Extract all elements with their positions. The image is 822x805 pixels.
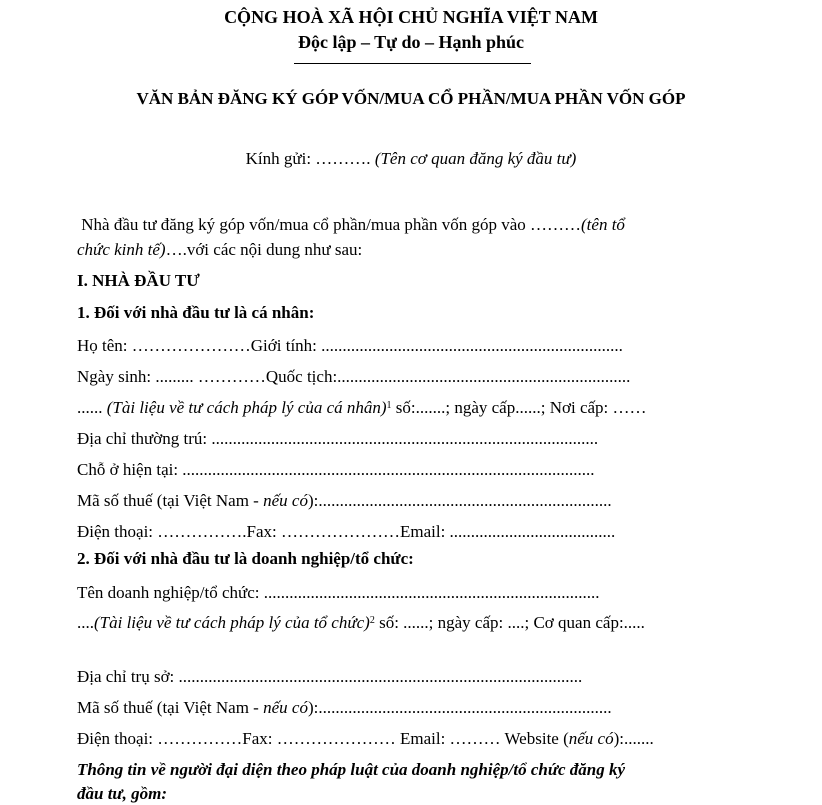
intro-line-2: [77, 239, 789, 261]
intro-part2: ….với các nội dung như sau:: [165, 240, 363, 259]
organization-doc-note: (Tài liệu về tư cách pháp lý của tổ chức): [94, 613, 370, 632]
organization-name-line: Tên doanh nghiệp/tổ chức: ...............................................................................: [77, 583, 600, 602]
intro-note1: (tên tổ: [581, 215, 625, 234]
individual-address-line: Địa chỉ thường trú: ...........................................................................................: [77, 429, 599, 448]
individual-name-line: Họ tên: …………………Giới tính: .......................................................................: [77, 336, 623, 355]
header-rule: [294, 63, 531, 64]
organization-phone-prefix: Điện thoại: ……………Fax: ………………… Email: ……… Website (: [77, 729, 569, 748]
organization-hq-line: Địa chỉ trụ sở: ...............................................................................................: [77, 667, 583, 686]
addressee-label: Kính gửi: ……….: [245, 149, 371, 168]
individual-dob-line: Ngày sinh: ......... …………Quốc tịch:.....................................................................: [77, 367, 631, 386]
organization-doc-rest: số: ......; ngày cấp: ....; Cơ quan cấp:.....: [374, 613, 645, 632]
organization-tax-note: nếu có: [263, 698, 308, 717]
individual-tax-note: nếu có: [263, 491, 308, 510]
organization-heading: 2. Đối với nhà đầu tư là doanh nghiệp/tổ chức:: [77, 549, 414, 568]
addressee-note: (Tên cơ quan đăng ký đầu tư): [374, 149, 577, 168]
organization-phone-note: nếu có: [568, 729, 614, 748]
individual-heading: 1. Đối với nhà đầu tư là cá nhân:: [77, 303, 315, 322]
representative-line-2: đầu tư, gồm:: [77, 784, 167, 803]
organization-tax-rest: ):.....................................................................: [307, 698, 612, 717]
individual-residence-line: Chỗ ở hiện tại: .................................................................................................: [77, 460, 595, 479]
individual-doc-line: [77, 397, 789, 419]
individual-tax-line: [77, 490, 789, 512]
footnote-2: 2: [369, 615, 375, 626]
organization-tax-line: [77, 697, 789, 719]
organization-tax-prefix: Mã số thuế (tại Việt Nam -: [77, 698, 264, 717]
section1-heading: I. NHÀ ĐẦU TƯ: [77, 271, 200, 290]
intro-line-1: [77, 214, 789, 236]
motto: Độc lập – Tự do – Hạnh phúc: [297, 32, 525, 52]
individual-doc-rest: số:.......; ngày cấp......; Nơi cấp: ……: [391, 398, 647, 417]
intro-part1: Nhà đầu tư đăng ký góp vốn/mua cổ phần/mua phần vốn góp vào ………: [81, 215, 582, 234]
footnote-1: 1: [386, 400, 392, 411]
representative-line-1: Thông tin về người đại diện theo pháp luật của doanh nghiệp/tổ chức đăng ký: [77, 760, 626, 779]
document-title: VĂN BẢN ĐĂNG KÝ GÓP VỐN/MUA CỔ PHẦN/MUA PHẦN VỐN GÓP: [136, 89, 686, 108]
intro-note2: chức kinh tế): [77, 240, 166, 259]
individual-tax-rest: ):.....................................................................: [307, 491, 612, 510]
organization-phone-line: [77, 728, 789, 750]
individual-doc-prefix: ......: [77, 398, 107, 417]
organization-doc-prefix: ....: [77, 613, 94, 632]
nation-header: CỘNG HOÀ XÃ HỘI CHỦ NGHĨA VIỆT NAM: [224, 7, 598, 27]
organization-doc-line: [77, 612, 789, 634]
individual-doc-note: (Tài liệu về tư cách pháp lý của cá nhân): [106, 398, 387, 417]
individual-phone-line: Điện thoại: …………….Fax: …………………Email: .......................................: [77, 522, 616, 541]
addressee-line: [0, 148, 822, 170]
individual-tax-prefix: Mã số thuế (tại Việt Nam -: [77, 491, 264, 510]
organization-phone-rest: ):.......: [613, 729, 654, 748]
